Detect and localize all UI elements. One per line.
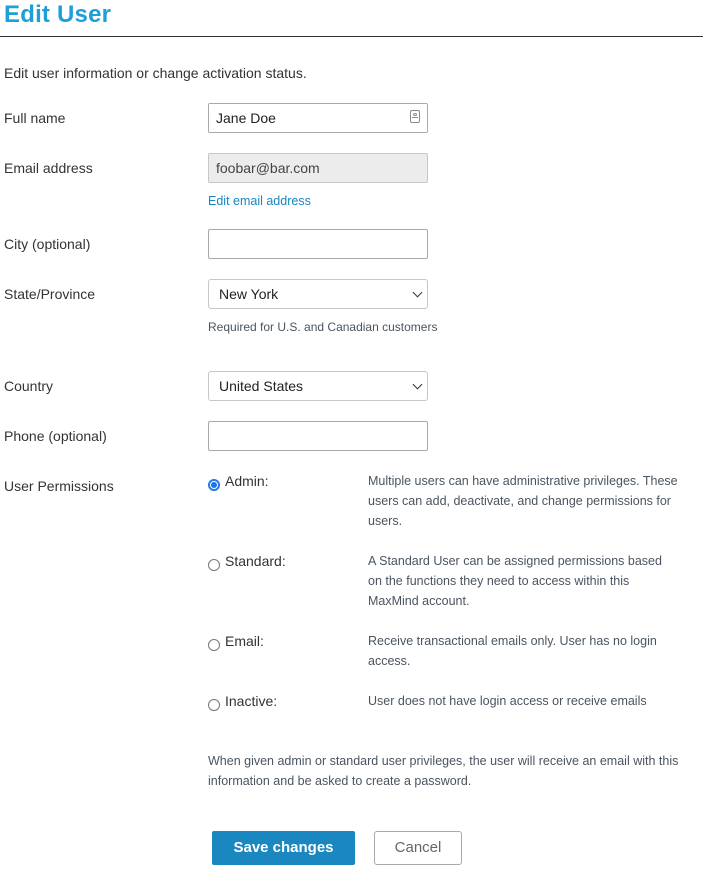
phone-input[interactable] xyxy=(208,421,428,451)
city-label: City (optional) xyxy=(4,236,91,252)
country-selected-value: United States xyxy=(219,378,304,394)
country-label: Country xyxy=(4,378,54,394)
radio-email[interactable] xyxy=(208,639,220,651)
full-name-input[interactable] xyxy=(208,103,428,133)
radio-inactive[interactable] xyxy=(208,699,220,711)
option-description-email: Receive transactional emails only. User has no login access. xyxy=(368,634,657,668)
page-title: Edit User xyxy=(4,1,112,28)
state-select[interactable] xyxy=(208,279,428,309)
state-selected-value: New York xyxy=(219,286,279,302)
chevron-down-icon xyxy=(413,288,423,298)
option-description-standard: A Standard User can be assigned permissions based on the functions they need to access within this MaxMind account. xyxy=(368,554,662,608)
state-label: State/Province xyxy=(4,286,96,302)
option-description-inactive: User does not have login access or receive emails xyxy=(368,694,647,708)
option-label-admin[interactable]: Admin: xyxy=(225,473,269,489)
radio-admin[interactable] xyxy=(208,479,220,491)
chevron-down-icon xyxy=(413,380,423,390)
option-label-inactive[interactable]: Inactive: xyxy=(225,693,278,709)
email-label: Email address xyxy=(4,160,93,176)
city-input[interactable] xyxy=(208,229,428,259)
option-label-email[interactable]: Email: xyxy=(225,633,264,649)
save-button[interactable]: Save changes xyxy=(212,831,355,865)
permissions-note: When given admin or standard user privileges, the user will receive an email with this information and be asked to create a password. xyxy=(208,754,679,788)
contact-card-icon[interactable] xyxy=(410,110,420,123)
phone-label: Phone (optional) xyxy=(4,428,107,444)
email-field xyxy=(208,153,428,183)
option-description-admin: Multiple users can have administrative privileges. These users can add, deactivate, and change permissions for users. xyxy=(368,474,678,528)
country-select[interactable] xyxy=(208,371,428,401)
radio-standard[interactable] xyxy=(208,559,220,571)
full-name-label: Full name xyxy=(4,110,66,126)
title-divider xyxy=(0,36,703,37)
permissions-label: User Permissions xyxy=(4,478,114,494)
edit-email-link[interactable]: Edit email address xyxy=(208,194,311,208)
option-label-standard[interactable]: Standard: xyxy=(225,553,286,569)
cancel-button[interactable]: Cancel xyxy=(374,831,462,865)
page-intro: Edit user information or change activation status. xyxy=(4,65,307,81)
state-help-text: Required for U.S. and Canadian customers xyxy=(208,320,438,334)
